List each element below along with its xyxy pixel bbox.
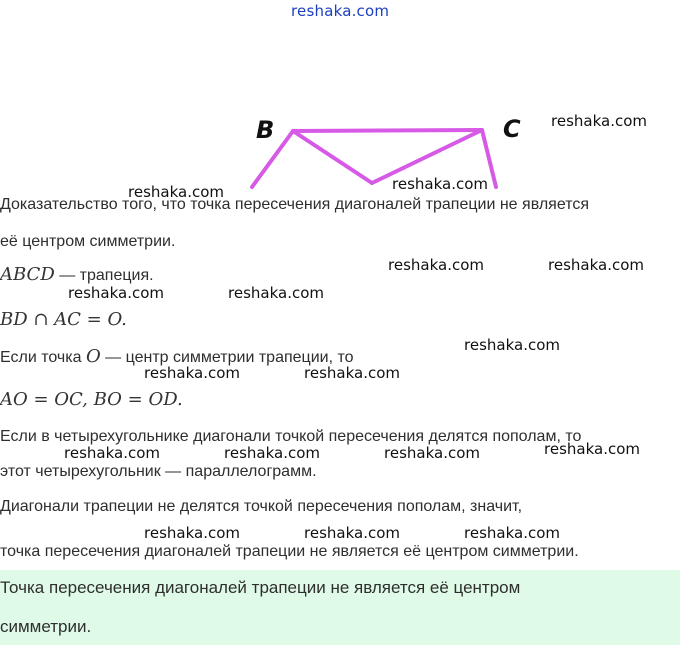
answer-line-2: симметрии. (0, 617, 92, 636)
proof-line-6 (0, 389, 183, 410)
vertex-c-label: C (503, 115, 521, 143)
answer-box (0, 570, 680, 645)
answer-line-1: Точка пересечения диагоналей трапеции не является её центром (0, 578, 521, 597)
watermark: reshaka.com (464, 524, 560, 542)
watermark: reshaka.com (144, 364, 240, 382)
watermark: reshaka.com (392, 175, 488, 193)
watermark: reshaka.com (304, 524, 400, 542)
watermark: reshaka.com (304, 364, 400, 382)
proof-line-8: этот четырехугольник — параллелограмм. (0, 463, 317, 480)
side-bc (293, 130, 482, 131)
proof-line-4 (0, 309, 127, 330)
math-o: O (85, 346, 101, 367)
proof-line-2: её центром симметрии. (0, 233, 176, 250)
proof-line-1: Доказательство того, что точка пересечения диагоналей трапеции не является (0, 196, 589, 213)
math-equalities: AO = OC, BO = OD. (0, 389, 183, 410)
proof-line-3-text: — трапеция. (54, 267, 154, 284)
trapezoid-drawing (0, 95, 680, 190)
watermark: reshaka.com (464, 336, 560, 354)
proof-line-9: Диагонали трапеции не делятся точкой пересечения пополам, значит, (0, 498, 523, 515)
proof-line-5-text-b: — центр симметрии трапеции, то (100, 349, 354, 366)
watermark: reshaka.com (64, 444, 160, 462)
math-abcd: ABCD (0, 264, 55, 285)
watermark: reshaka.com (544, 440, 640, 458)
watermark: reshaka.com (68, 284, 164, 302)
watermark: reshaka.com (551, 112, 647, 130)
proof-line-5-text-a: Если точка (0, 349, 86, 366)
watermark: reshaka.com (224, 444, 320, 462)
watermark: reshaka.com (548, 256, 644, 274)
diagonal-bd (293, 131, 372, 183)
watermark: reshaka.com (128, 183, 224, 201)
watermark: reshaka.com (384, 444, 480, 462)
watermark: reshaka.com (388, 256, 484, 274)
watermark: reshaka.com (228, 284, 324, 302)
site-header-link[interactable]: reshaka.com (291, 2, 390, 20)
trapezoid-figure (0, 95, 680, 190)
proof-line-3 (0, 264, 154, 285)
proof-line-7: Если в четырехугольнике диагонали точкой пересечения делятся пополам, то (0, 428, 582, 445)
math-intersection: BD ∩ AC = O. (0, 309, 127, 330)
watermark: reshaka.com (144, 524, 240, 542)
proof-line-10: точка пересечения диагоналей трапеции не является её центром симметрии. (0, 543, 579, 560)
vertex-b-label: B (256, 116, 275, 144)
